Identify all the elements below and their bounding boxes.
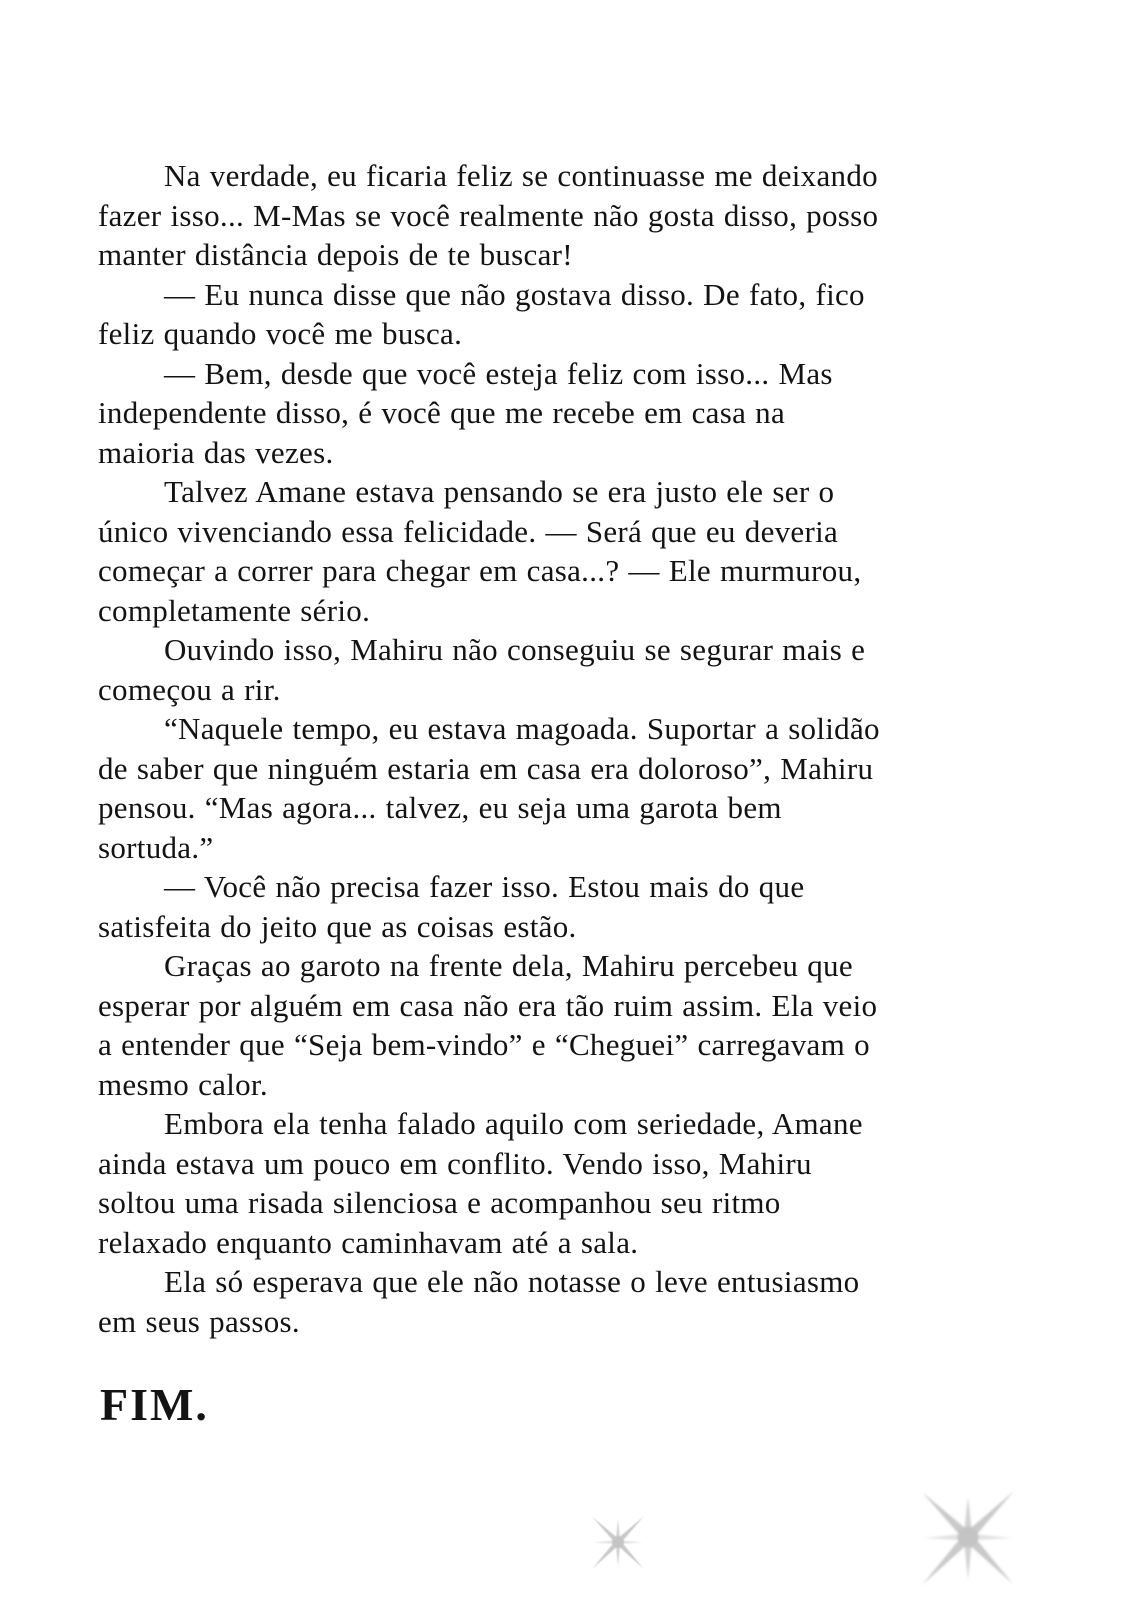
sparkle-icon-small: [590, 1514, 646, 1570]
text-line: — Bem, desde que você esteja feliz com isso... Mas: [164, 355, 833, 391]
text-line: Ela só esperava que ele não notasse o leve entusiasmo: [164, 1264, 860, 1299]
story-text: [98, 156, 1028, 1341]
text-line: independente disso, é você que me recebe em casa na: [98, 395, 786, 430]
text-line: relaxado enquanto caminhavam até a sala.: [98, 1224, 639, 1260]
text-line: em seus passos.: [98, 1303, 300, 1339]
paragraph: [98, 709, 1028, 867]
text-line: “Naquele tempo, eu estava magoada. Suportar a solidão: [164, 711, 880, 746]
text-line: começou a rir.: [98, 671, 281, 707]
paragraph: [98, 867, 1028, 946]
text-line: esperar por alguém em casa não era tão ruim assim. Ela veio: [98, 987, 878, 1023]
text-line: — Eu nunca disse que não gostava disso. De fato, fico: [164, 276, 865, 312]
text-line: começar a correr para chegar em casa...? — Ele murmurou,: [98, 553, 862, 588]
text-line: maioria das vezes.: [98, 434, 334, 470]
text-line: feliz quando você me busca.: [98, 316, 463, 351]
text-line: Ouvindo isso, Mahiru não conseguiu se segurar mais e: [164, 632, 866, 667]
text-line: Talvez Amane estava pensando se era justo ele ser o: [164, 474, 835, 509]
sparkle-icon-large: [918, 1487, 1018, 1587]
paragraph: [98, 156, 1028, 275]
text-line: de saber que ninguém estaria em casa era doloroso”, Mahiru: [98, 750, 874, 786]
paragraph: [98, 630, 1028, 709]
text-line: manter distância depois de te buscar!: [98, 237, 573, 272]
text-line: ainda estava um pouco em conflito. Vendo isso, Mahiru: [98, 1145, 812, 1181]
text-line: Embora ela tenha falado aquilo com seriedade, Amane: [164, 1106, 863, 1141]
end-marker: FIM.: [100, 1379, 209, 1430]
paragraph: [98, 354, 1028, 473]
paragraph: [98, 275, 1028, 354]
text-line: mesmo calor.: [98, 1066, 268, 1102]
paragraph: [98, 1104, 1028, 1262]
paragraph: [98, 1262, 1028, 1341]
text-line: satisfeita do jeito que as coisas estão.: [98, 908, 577, 944]
text-line: — Você não precisa fazer isso. Estou mais do que: [164, 869, 805, 904]
text-line: Na verdade, eu ficaria feliz se continuasse me deixando: [164, 158, 878, 193]
text-line: completamente sério.: [98, 592, 371, 628]
text-line: pensou. “Mas agora... talvez, eu seja uma garota bem: [98, 790, 782, 825]
text-line: soltou uma risada silenciosa e acompanhou seu ritmo: [98, 1185, 781, 1220]
text-line: único vivenciando essa felicidade. — Será que eu deveria: [98, 513, 839, 549]
paragraph: [98, 946, 1028, 1104]
text-line: fazer isso... M-Mas se você realmente não gosta disso, posso: [98, 197, 879, 233]
text-line: sortuda.”: [98, 829, 214, 865]
text-line: Graças ao garoto na frente dela, Mahiru percebeu que: [164, 948, 853, 983]
text-line: a entender que “Seja bem-vindo” e “Cheguei” carregavam o: [98, 1027, 870, 1062]
paragraph: [98, 472, 1028, 630]
